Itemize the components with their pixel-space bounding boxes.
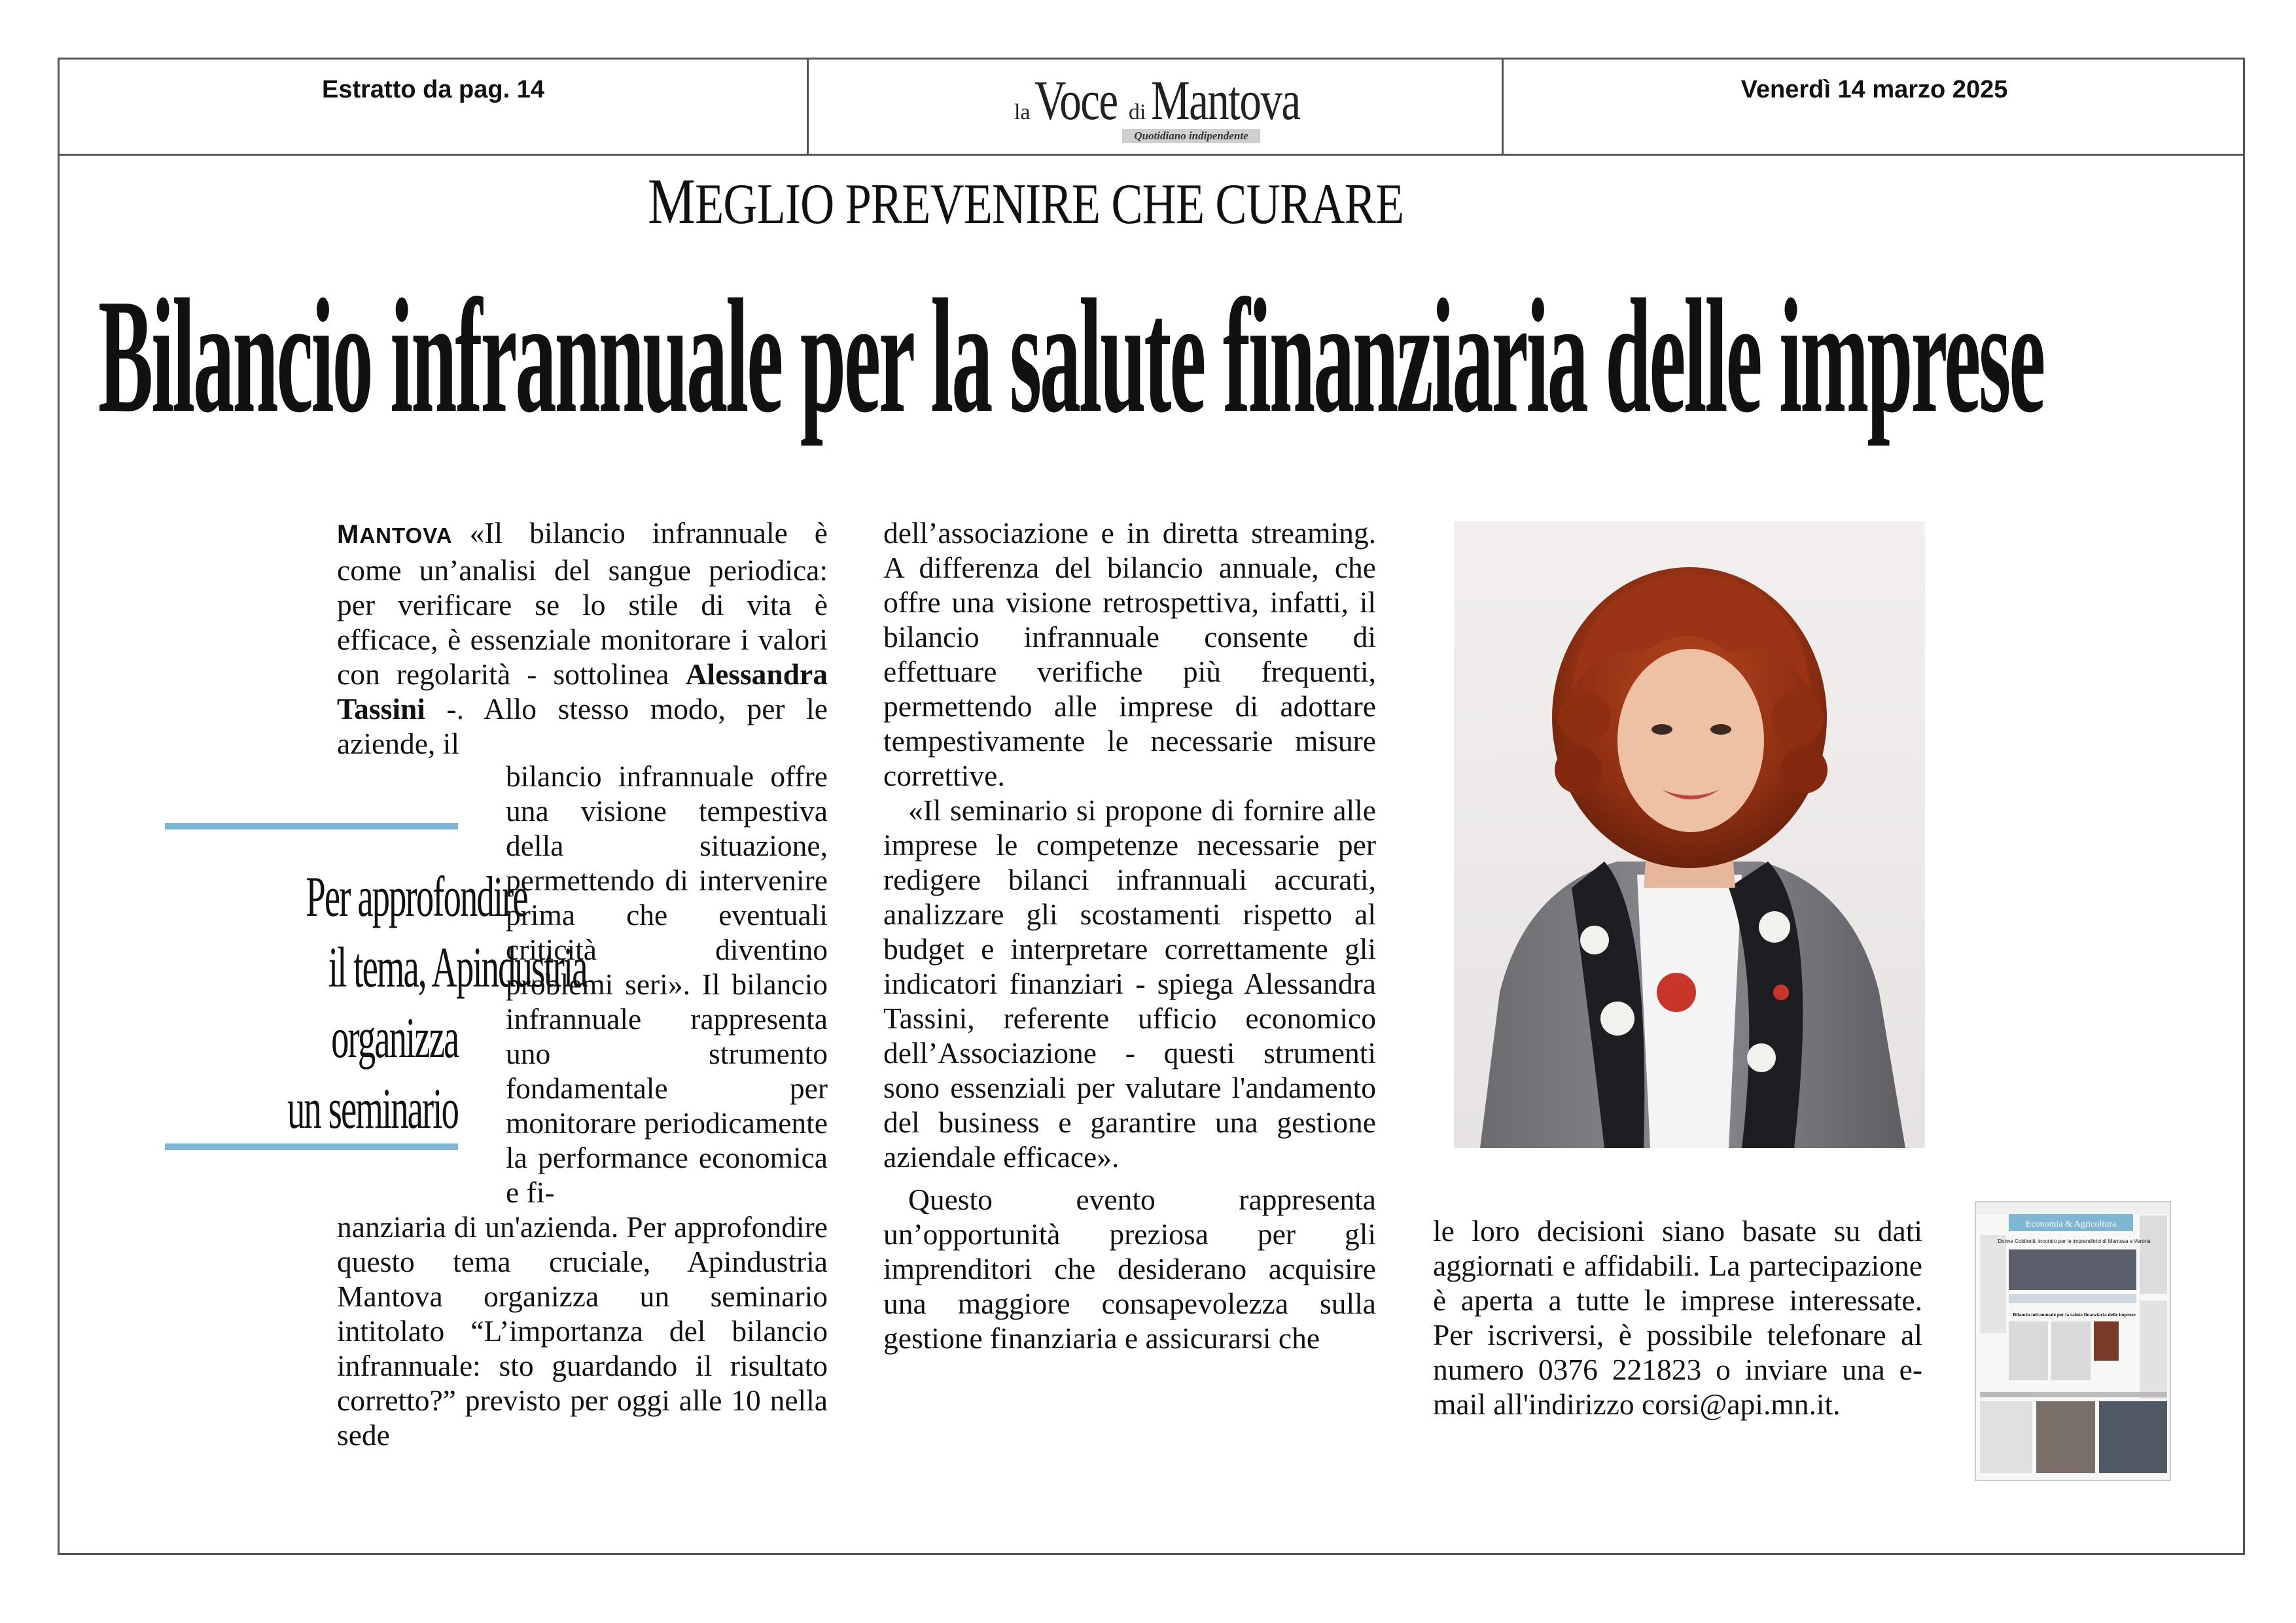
article-column-1-bottom [337, 1210, 828, 1452]
col1-text-a: «Il bilancio infrannuale è come un’analisi del sangue periodica: per verificare se lo stile di vita è efficace, è essenziale monitorare i valori con regolarità - sottolinea [337, 516, 828, 691]
logo-tagline: Quotidiano indipendente [1122, 129, 1260, 143]
pull-quote-line-2: il tema, Apindustria [328, 936, 587, 1000]
masthead-logo [809, 60, 1504, 154]
pull-quote-line-4: un seminario [287, 1077, 458, 1141]
thumbnail-mid-headline: Bilancio infrannuale per la salute finanziaria delle imprese [2013, 1312, 2136, 1318]
thumbnail-top-headline: Donne Coldiretti, incontro per le imprenditrici di Mantova e Verona [1998, 1238, 2151, 1244]
extract-label-text: Estratto da pag. 14 [322, 76, 544, 103]
logo-voce: Voce [1034, 69, 1118, 131]
logo [1014, 67, 1300, 143]
thumbnail-layout [1976, 1202, 2170, 1480]
author-name: Alessandra Tassini [337, 657, 828, 725]
pull-quote-line-3: organizza [330, 1007, 458, 1070]
page-thumbnail [1975, 1201, 2171, 1481]
kicker-rest: EGLIO PREVENIRE CHE CURARE [695, 173, 1404, 236]
logo-mantova: Mantova [1151, 69, 1300, 131]
article-headline: Bilancio infrannuale per la salute finanziaria delle imprese [98, 266, 2044, 447]
col2-paragraph-3: Questo evento rappresenta un’opportunità preziosa per gli imprenditori che desiderano acquisire una maggiore consapevolezza sulla gestione finanziaria e assicurarsi che [883, 1183, 1376, 1355]
logo-di: di [1128, 100, 1146, 124]
col2-paragraph-1: dell’associazione e in diretta streaming. A differenza del bilancio annuale, che offre una visione retrospettiva, infatti, il bilancio infrannuale consente di effettuare verifiche più frequenti, permettendo alle imprese di adottare tempestivamente le necessarie misure correttive. [883, 516, 1376, 792]
pull-quote-line-1: Per approfondire [306, 865, 527, 929]
pull-quote [165, 823, 587, 1150]
col2-paragraph-2: «Il seminario si propone di fornire alle imprese le competenze necessarie per redigere bilanci infrannuali accurati, analizzare gli scostamenti rispetto al budget e interpretare correttamente gli indicatori finanziari - spiega Alessandra Tassini, referente ufficio economico dell’Associazione - questi strumenti sono essenziali per valutare l'andamento del business e garantire una gestione aziendale efficace». [883, 794, 1376, 1174]
article-column-3 [1433, 1213, 1922, 1422]
article-kicker [648, 164, 1404, 242]
issue-date [1504, 60, 2245, 154]
page-header [60, 60, 2243, 156]
article-column-1-top [337, 515, 828, 761]
portrait-photo [1454, 521, 1925, 1148]
kicker-initial: M [648, 165, 696, 237]
article-column-2 [883, 515, 1376, 1355]
col1-text-c: nanziaria di un'azienda. Per approfondire questo tema cruciale, Apindustria Mantova organizza un seminario intitolato “L’importanza del bilancio infrannuale: sto guardando il risultato corretto?” previsto per oggi alle 10 nella sede [337, 1210, 828, 1452]
col3-paragraph-1: le loro decisioni siano basate su dati aggiornati e affidabili. La partecipazione è aperta a tutte le imprese interessate. Per iscriversi, è possibile telefonare al numero 0376 221823 o inviare una e-mail all'indirizzo corsi@api.mn.it. [1433, 1214, 1922, 1421]
dateline: MANTOVA [337, 520, 453, 549]
col1-narrow-text: bilancio infrannuale offre una visione tempestiva della situazione, permettendo di intervenire prima che eventuali criticità diventino problemi seri». Il bilancio infrannuale rappresenta uno strumento fondamentale per monitorare periodicamente la performance economica e fi- [506, 759, 828, 1209]
logo-la: la [1014, 100, 1031, 124]
extract-label [60, 60, 809, 154]
issue-date-text: Venerdì 14 marzo 2025 [1740, 76, 2008, 103]
col1-text-b: -. Allo stesso modo, per le aziende, il [337, 692, 828, 760]
thumbnail-section: Economia & Agricoltura [2025, 1219, 2117, 1229]
portrait-illustration [1454, 521, 1925, 1148]
